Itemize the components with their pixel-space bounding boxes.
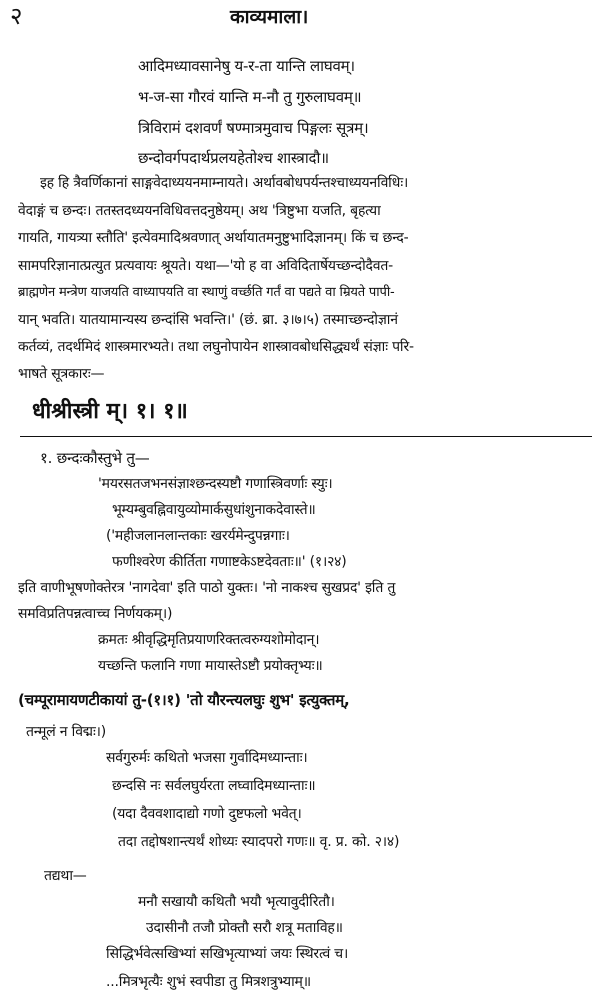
note-line: 'मयरसतजभनसंज्ञाश्छन्दस्यष्टौ गणास्त्रिवर्णाः स्युः। <box>98 476 333 492</box>
page-number: २ <box>10 2 23 30</box>
note-line: (चम्पूरामायणटीकायां तु-(१।१) 'तो यौरन्त्यलघुः शुभ' इत्युक्तम्, <box>18 691 350 709</box>
note-line: छन्दसि नः सर्वलघुर्यरता लघ्वादिमध्यान्ताः॥ <box>112 778 316 794</box>
note-line: ('महीजलानलान्तकाः खरर्यमेन्दुपन्नगाः। <box>106 528 290 544</box>
commentary-line: भाषते सूत्रकारः— <box>18 366 105 382</box>
commentary-line: वेदाङ्गं च छन्दः। ततस्तदध्ययनविधिवत्तदनुष्ठेयम्। अथ 'त्रिष्टुभा यजति, बृहत्या <box>18 203 381 219</box>
note-line: क्रमतः श्रीवृद्धिमृतिप्रयाणरिक्तत्वरुग्यशोमोदान्। <box>98 632 320 648</box>
commentary-line: कर्तव्यं, तदर्थमिदं शास्त्रमारभ्यते। तथा लघुनोपायेन शास्त्रावबोधसिद्ध्यर्थं संज्ञाः परि- <box>18 339 414 355</box>
commentary-line: सामपरिज्ञानात्प्रत्युत प्रत्यवायः श्रूयते। यथा—'यो ह वा अविदितार्षेयच्छन्दोदैवत- <box>18 258 393 274</box>
note-line: ...मित्रभृत्यैः शुभं स्वपीडा तु मित्रशत्रुभ्याम्॥ <box>106 974 311 990</box>
note-line: तदा तद्दोषशान्त्यर्थं शोध्यः स्यादपरो गणः॥ वृ. प्र. को. २।४) <box>118 834 400 850</box>
verse-line: त्रिविरामं दशवर्णं षण्मात्रमुवाच पिङ्गलः सूत्रम्। <box>138 119 369 137</box>
note-line: मनौ सखायौ कथितौ भयौ भृत्यावुदीरितौ। <box>138 894 335 910</box>
footnote-divider <box>20 436 592 437</box>
note-line: तद्यथा— <box>44 868 87 884</box>
note-line: फणीश्वरेण कीर्तिता गणाष्टकेऽष्टदेवताः॥' (१।२४) <box>112 554 347 570</box>
commentary-line: ब्राह्मणेन मन्त्रेण याजयति वाध्यापयति वा स्थाणुं वर्च्छति गर्तं वा पद्यते वा म्रियते पापी- <box>18 285 395 300</box>
running-title: काव्यमाला। <box>230 6 309 28</box>
sutra-heading: धीश्रीस्त्री म्। १। १॥ <box>32 399 188 424</box>
note-line: यच्छन्ति फलानि गणा मायास्तेऽष्टौ प्रयोक्तृभ्यः॥ <box>98 658 323 674</box>
note-line: इति वाणीभूषणोक्तेरत्र 'नागदेवा' इति पाठो युक्तः। 'नो नाकश्च सुखप्रद' इति तु <box>18 580 396 596</box>
commentary-line: गायति, गायत्र्या स्तौति' इत्येवमादिश्रवणात् अर्थायातमनुष्टुभादिज्ञानम्। किं च छन्द- <box>18 230 409 246</box>
commentary-line: यान् भवति। यातयामान्यस्य छन्दांसि भवन्ति।' (छं. ब्रा. ३।७।५) तस्माच्छन्दोज्ञानं <box>18 312 398 328</box>
note-line: तन्मूलं न विद्मः।) <box>26 724 107 740</box>
commentary-line: इह हि त्रैवर्णिकानां साङ्गवेदाध्ययनमाम्नायते। अर्थावबोधपर्यन्तश्चाध्ययनविधिः। <box>40 175 409 191</box>
note-line: उदासीनौ तजौ प्रोक्तौ सरौ शत्रू मताविह॥ <box>146 920 343 936</box>
note-line: सिद्धिर्भवेत्सखिभ्यां सखिभृत्याभ्यां जयः स्थिरत्वं च। <box>106 946 349 962</box>
note-line: (यदा दैववशादाद्यो गणो दुष्टफलो भवेत्। <box>112 806 302 822</box>
note-line: समविप्रतिपन्नत्वाच्च निर्णयकम्।) <box>18 606 173 622</box>
verse-line: छन्दोवर्गपदार्थप्रलयहेतोश्च शास्त्रादौ॥ <box>138 149 329 167</box>
note-line: १. छन्दःकौस्तुभे तु— <box>40 449 150 467</box>
note-line: भूम्यम्बुवह्निवायुव्योमार्कसुधांशुनाकदेवास्ते॥ <box>112 502 316 518</box>
verse-line: भ-ज-सा गौरवं यान्ति म-नौ तु गुरुलाघवम्॥ <box>138 88 362 106</box>
note-line: सर्वगुरुर्मः कथितो भजसा गुर्वादिमध्यान्ताः। <box>106 750 308 766</box>
verse-line: आदिमध्यावसानेषु य-र-ता यान्ति लाघवम्। <box>138 57 355 75</box>
